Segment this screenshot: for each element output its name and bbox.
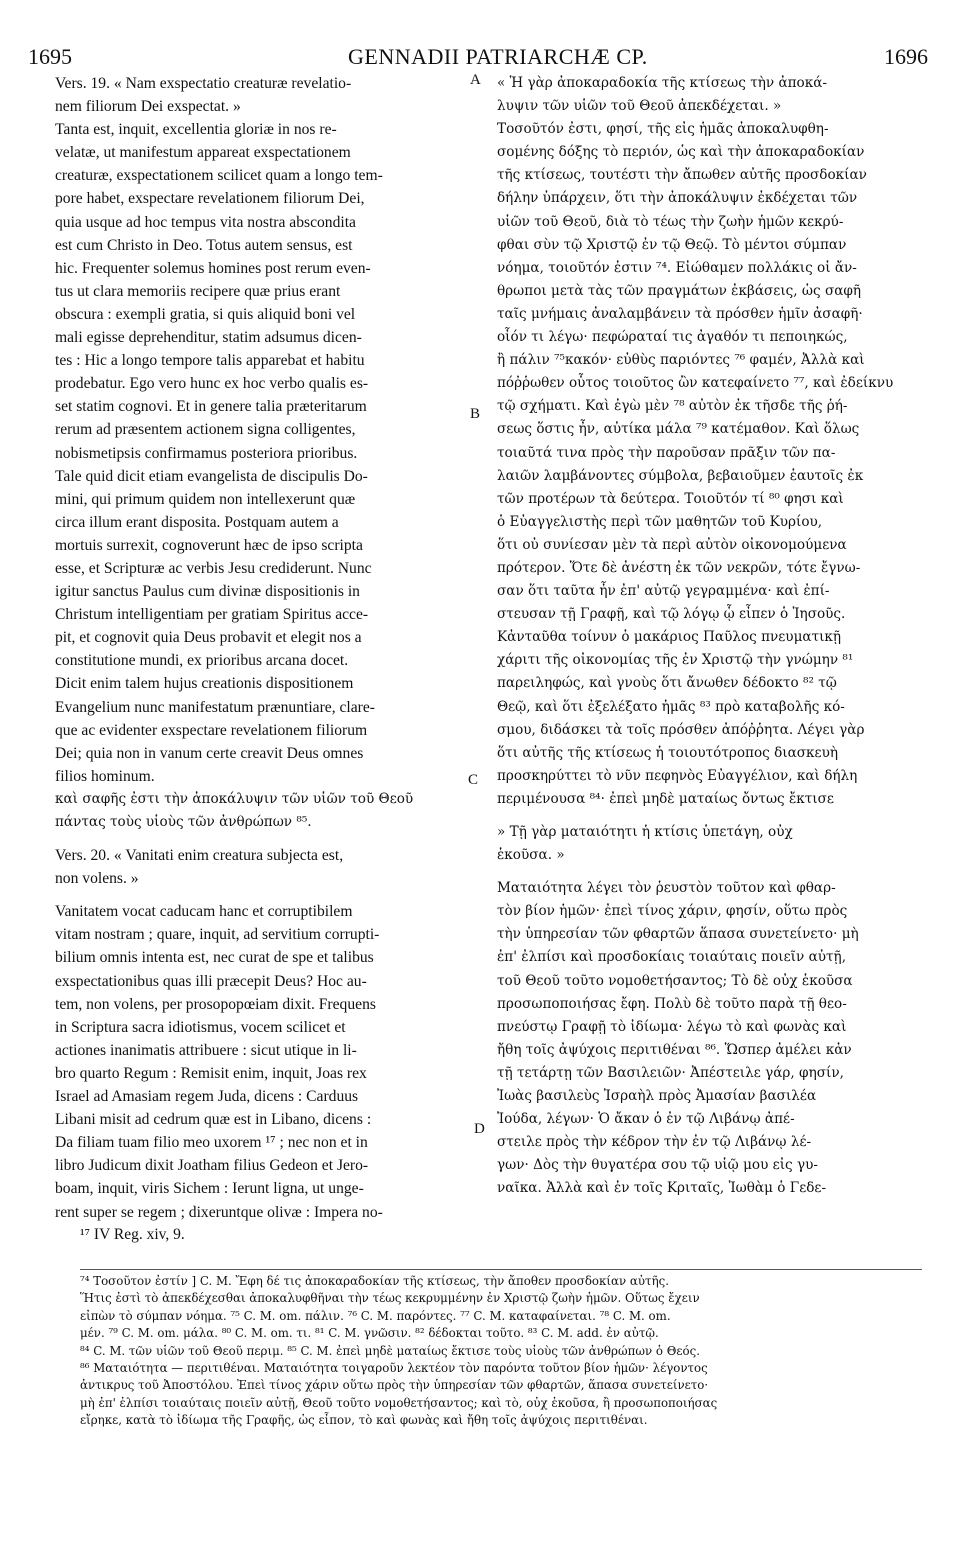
text-line: Vanitatem vocat caducam hanc et corruptibilem — [55, 903, 353, 921]
text-line: velatæ, ut manifestum appareat exspectationem — [55, 144, 351, 162]
text-line: actiones inanimatis attribuere : sicut utique in li- — [55, 1041, 357, 1059]
text-line: λυψιν τῶν υἱῶν τοῦ Θεοῦ ἀπεκδέχεται. » — [497, 98, 782, 115]
text-line: bro quarto Regum : Remisit enim, inquit, Joas rex — [55, 1064, 367, 1082]
text-line: πνεύστῳ Γραφῇ τὸ ἰδίωμα· λέγω τὸ καὶ φωνὰς καὶ — [497, 1018, 847, 1035]
text-line: πόῤῥωθεν οὗτος τοιοῦτος ὢν κατεφαίνετο ⁷⁷, καὶ ἐδείκνυ — [497, 375, 894, 392]
text-line: τῶν προτέρων τὰ δεύτερα. Τοιοῦτόν τί ⁸⁰ φησι καὶ — [497, 490, 844, 507]
text-line: exspectationibus quas illi præcepit Deus? Hoc au- — [55, 972, 367, 990]
text-line: tus ut clara memoriis recipere quæ prius erant — [55, 282, 341, 300]
text-line: igitur sanctus Paulus cum divinæ dispositionis in — [55, 583, 360, 601]
text-line: que ac evidenter exspectare revelationem filiorum — [55, 721, 368, 739]
text-line: in Scriptura sacra idiotismus, vocem scilicet et — [55, 1018, 346, 1036]
text-line: hic. Frequenter solemus homines post rerum even- — [55, 259, 371, 277]
text-line: Vers. 20. « Vanitati enim creatura subjecta est, — [55, 847, 344, 865]
text-line: » Τῇ γὰρ ματαιότητι ἡ κτίσις ὑπετάγη, οὐχ — [497, 824, 793, 840]
text-line: χάριτι τῆς οἰκονομίας τῆς ἐν Χριστῷ τὴν γνώμην ⁸¹ — [497, 652, 854, 669]
text-line: περιμένουσα ⁸⁴· ἐπεὶ μηδὲ ματαίως ὄντως ἔκτισε — [497, 790, 834, 807]
text-line: ὅτι αὐτῆς τῆς κτίσεως ἡ τοιουτότροπος διασκευὴ — [497, 744, 839, 761]
text-line: ἐπ' ἐλπίσι καὶ προσδοκίαις τοιαύταις ποιεῖν αὐτῇ, — [497, 949, 847, 966]
running-title: GENNADII PATRIARCHÆ CP. — [348, 44, 648, 69]
text-line: πρότερον. Ὅτε δὲ ἀνέστη ἐκ τῶν νεκρῶν, τότε ἔγνω- — [497, 559, 861, 576]
text-line: nobismetipsis confirmamus posteriora prioribus. — [55, 444, 358, 462]
margin-marker-d: D — [474, 1121, 485, 1137]
text-line: θρωποι μετὰ τὰς τῶν πραγμάτων ἐκβάσεις, ὡς σαφῆ — [497, 282, 862, 299]
text-line: filios hominum. — [55, 767, 155, 785]
greek-column — [497, 72, 909, 1201]
text-line: τοιαῦτά τινα πρὸς τὴν παροῦσαν πρᾶξιν τῶν πα- — [497, 444, 836, 461]
text-line: σεως ὅστις ἦν, αὐτίκα μάλα ⁷⁹ κατέμαθον. Καὶ ὅλως — [497, 421, 860, 438]
text-line: Ἰούδα, λέγων· Ὁ ἄκαν ὁ ἐν τῷ Λιβάνῳ ἀπέ- — [497, 1111, 795, 1128]
text-line: quia usque ad hoc tempus vita nostra abscondita — [55, 213, 356, 231]
latin-commentary-19 — [55, 118, 465, 788]
footnote-line: ⁷⁴ Τοσοῦτον ἐστίν ] C. M. Ἔφη δέ τις ἀποκαραδοκίαν τῆς κτίσεως, τὴν ἄποθεν προσδοκίαν αὐτῆς. — [80, 1274, 670, 1288]
page-header — [28, 44, 928, 74]
text-line: Christum intelligentiam per gratiam Spiritus acce- — [55, 606, 369, 624]
text-line: Τοσοῦτόν ἐστι, φησί, τῆς εἰς ἡμᾶς ἀποκαλυφθη- — [497, 121, 829, 138]
text-line: Vers. 19. « Nam exspectatio creaturæ revelatio- — [55, 75, 352, 92]
text-line: ταῖς μνήμαις ἀναλαμβάνειν τὰ πρόσθεν ἡμῖν ἀσαφῆ· — [497, 305, 863, 322]
right-page-number: 1696 — [884, 44, 928, 69]
text-line: pore habet, exspectare revelationem filiorum Dei, — [55, 190, 365, 208]
text-line: πάντας τοὺς υἱοὺς τῶν ἀνθρώπων ⁸⁵. — [55, 814, 312, 830]
text-line: est cum Christo in Deo. Totus autem sensus, est — [55, 236, 353, 254]
text-line: προσκηρύττει τὸ νῦν πεφηνὸς Εὐαγγέλιον, καὶ δήλη — [497, 767, 858, 784]
text-line: Κἀνταῦθα τοίνυν ὁ μακάριος Παῦλος πνευματικῇ — [497, 629, 842, 646]
footnotes — [80, 1273, 928, 1430]
text-line: υἱῶν τοῦ Θεοῦ, διὰ τὸ τέως τὴν ζωὴν ἡμῶν κεκρύ- — [497, 213, 844, 230]
text-line: « Ἡ γὰρ ἀποκαραδοκία τῆς κτίσεως τὴν ἀποκά- — [497, 75, 828, 91]
text-line: στευσαν τῇ Γραφῇ, καὶ τῷ λόγῳ ᾧ εἶπεν ὁ Ἰησοῦς. — [497, 606, 846, 623]
text-line: Ἰωὰς βασιλεὺς Ἰσραὴλ πρὸς Ἀμασίαν βασιλέα — [497, 1088, 817, 1105]
text-line: Evangelium nunc manifestatum prænuntiare, clare- — [55, 698, 375, 716]
text-line: boam, inquit, viris Sichem : Ierunt ligna, ut unge- — [55, 1180, 364, 1198]
text-line: mini, qui primum quidem non intellexerunt quæ — [55, 490, 356, 508]
text-line: creaturæ, exspectationem scilicet quam a longo tem- — [55, 167, 383, 185]
text-line: prodebatur. Ego vero hunc ex hoc verbo qualis es- — [55, 375, 369, 393]
text-line: ἑκοῦσα. » — [497, 847, 565, 864]
text-line: ἢ πάλιν ⁷⁵κακόν· εὐθὺς παριόντες ⁷⁶ φαμέν, Ἀλλὰ καὶ — [497, 352, 865, 369]
text-line: Θεῷ, καὶ ὅτι ἐξελέξατο ἡμᾶς ⁸³ πρὸ καταβολῆς κό- — [497, 698, 845, 715]
text-line: pit, et cognovit quia Deus probavit et elegit nos a — [55, 629, 362, 647]
margin-marker-a: A — [470, 72, 481, 88]
text-line: mortuis surrexit, cognoverunt hæc de ipso scripta — [55, 536, 363, 554]
text-line: mali egisse deprehenditur, statim adsumus dicen- — [55, 329, 362, 347]
text-line: Dicit enim talem hujus creationis dispositionem — [55, 675, 354, 693]
text-line: σομένης δόξης τὸ περιόν, ὡς καὶ τὴν ἀποκαραδοκίαν — [497, 144, 865, 161]
text-line: non volens. » — [55, 870, 139, 888]
greek-commentary-19 — [497, 118, 909, 811]
margin-marker-b: B — [470, 406, 481, 422]
latin-verse-heading-20 — [55, 844, 465, 890]
latin-verse-heading-19 — [55, 72, 465, 118]
footnote-rule — [80, 1269, 922, 1270]
text-line: τῇ τετάρτῃ τῶν Βασιλειῶν· Ἀπέστειλε γάρ, φησίν, — [497, 1064, 844, 1081]
text-line: τῷ σχήματι. Καὶ ἐγὼ μὲν ⁷⁸ αὐτὸν ἐκ τῆσδε τῆς ῥή- — [497, 398, 848, 415]
footnote-line: εἴρηκε, κατὰ τὸ ἰδίωμα τῆς Γραφῆς, ὡς εἶπον, τὸ καὶ φωνὰς καὶ ἤθη τοῖς ἀψύχοις περιτιθέναι. — [80, 1413, 648, 1428]
text-line: Tale quid dicit etiam evangelista de discipulis Do- — [55, 467, 368, 485]
footnote-line: Ἥτις ἐστὶ τὸ ἀπεκδέχεσθαι ἀποκαλυφθῆναι τὴν τέως κεκρυμμένην ἐν Χριστῷ ζωὴν ἡμῶν. Οὕτως ἔχειν — [80, 1291, 700, 1306]
text-line: Ματαιότητα λέγει τὸν ῥευστὸν τοῦτον καὶ φθαρ- — [497, 880, 836, 897]
text-line: esse, et Scripturæ ac verbis Jesu crediderunt. Nunc — [55, 559, 372, 577]
text-line: προσωποποιήσας ἔφη. Πολὺ δὲ τοῦτο παρὰ τῇ θεο- — [497, 995, 847, 1012]
text-line: set statim cognovi. Et in genere talia præteritarum — [55, 398, 367, 416]
text-line: παρειληφώς, καὶ γνοὺς ὅτι ἄνωθεν δέδοκτο ⁸² τῷ — [497, 675, 837, 692]
text-line: στειλε πρὸς τὴν κέδρον τὴν ἐν τῷ Λιβάνῳ λέ- — [497, 1134, 812, 1151]
text-line: τὴν ὑπηρεσίαν τῶν φθαρτῶν ἅπασα συνετείνετο· μὴ — [497, 926, 859, 943]
text-line: ναῖκα. Ἀλλὰ καὶ ἐν τοῖς Κριταῖς, Ἰωθὰμ ὁ Γεδε- — [497, 1180, 827, 1197]
text-line: tes : Hic a longo tempore talis apparebat et habitu — [55, 352, 365, 370]
text-line: constitutione mundi, ex prioribus arcana docet. — [55, 652, 349, 670]
text-line: rent super se regem ; dixeruntque olivæ : Impera no- — [55, 1203, 383, 1221]
greek-commentary-20 — [497, 877, 909, 1200]
footnote-line: εἰπὼν τὸ σύμπαν νόημα. ⁷⁵ C. M. om. πάλιν. ⁷⁶ C. M. παρόντες. ⁷⁷ C. M. καταφαίνεται. ⁷⁸ C. M. om. — [80, 1308, 671, 1323]
text-line: circa illum erant disposita. Postquam autem a — [55, 513, 339, 531]
footnote-line: ἀντικρυς τοῦ Ἀποστόλου. Ἐπεὶ τίνος χάριν οὕτω πρὸς τὴν ὑπηρεσίαν τῶν φθαρτῶν, ἅπασα συνετείνετο· — [80, 1378, 709, 1393]
left-page-number: 1695 — [28, 44, 72, 69]
text-line: ὁ Εὐαγγελιστὴς περὶ τῶν μαθητῶν τοῦ Κυρίου, — [497, 513, 823, 530]
text-line: bilium omnis intenta est, nec curat de spe et talibus — [55, 949, 374, 967]
footnote-line: μὴ ἐπ' ἐλπίσι τοιαύταις ποιεῖν αὐτῇ, Θεοῦ τοῦτο νομοθετήσαντος; καὶ τὸ, οὐχ ἑκοῦσα, ἢ προσωποποιήσας — [80, 1395, 718, 1410]
text-line: νόημα, τοιοῦτόν ἐστιν ⁷⁴. Εἰώθαμεν πολλάκις οἱ ἄν- — [497, 259, 857, 276]
text-line: Da filiam tuam filio meo uxorem ¹⁷ ; nec non et in — [55, 1134, 368, 1152]
text-line: nem filiorum Dei exspectat. » — [55, 98, 241, 116]
text-line: τὸν βίον ἡμῶν· ἐπεὶ τίνος χάριν, φησίν, οὕτω πρὸς — [497, 903, 848, 920]
text-line: τοῦ Θεοῦ τοῦτο νομοθετήσαντος; Τὸ δὲ οὐχ ἑκοῦσα — [497, 972, 853, 989]
greek-verse-heading-19 — [497, 72, 909, 118]
text-line: Dei; quia non in vanum certe creavit Deus omnes — [55, 744, 364, 762]
text-line: καὶ σαφῆς ἐστι τὴν ἀποκάλυψιν τῶν υἱῶν τοῦ Θεοῦ — [55, 790, 414, 807]
greek-verse-heading-20 — [497, 821, 909, 867]
text-line: Libani misit ad cedrum quæ est in Libano, dicens : — [55, 1111, 372, 1129]
text-line: ἤθη τοῖς ἀψύχοις περιτιθέναι ⁸⁶. Ὥσπερ ἀμέλει κἀν — [497, 1041, 852, 1058]
text-line: Tanta est, inquit, excellentia gloriæ in nos re- — [55, 121, 337, 139]
text-line: τῆς κτίσεως, τουτέστι τὴν ἄπωθεν αὐτῆς προσδοκίαν — [497, 167, 867, 184]
text-line: vitam nostram ; quare, inquit, ad servitium corrupti- — [55, 926, 380, 944]
text-line: λαιῶν λαμβάνοντες σύμβολα, βεβαιοῦμεν ἑαυτοῖς ἐκ — [497, 467, 864, 484]
latin-column — [55, 72, 465, 1224]
text-line: ὅτι οὐ συνίεσαν μὲν τὰ περὶ αὐτὸν οἰκονομούμενα — [497, 536, 847, 553]
text-line: φθαι σὺν τῷ Χριστῷ ἐν τῷ Θεῷ. Τὸ μέντοι σύμπαν — [497, 236, 847, 253]
text-line: obscura : exempli gratia, si quis aliquid boni vel — [55, 305, 356, 323]
text-line: οἷόν τι λέγω· πεφώραταί τις ἀγαθόν τι πεποιηκώς, — [497, 329, 848, 346]
latin-commentary-20 — [55, 900, 465, 1223]
text-line: δήλην ὑπάρχειν, ὅτι τὴν ἀποκάλυψιν ἐκδέχεται τῶν — [497, 190, 858, 207]
text-line: rerum ad præsentem actionem signa colligentes, — [55, 421, 356, 439]
text-line: σμου, διδάσκει τὰ τοῖς πρόσθεν ἀπόῤῥητα. Λέγει γὰρ — [497, 721, 865, 738]
margin-marker-c: C — [468, 772, 479, 788]
footnote-line: ⁸⁶ Ματαιότητα — περιτιθέναι. Ματαιότητα τοιγαροῦν λεκτέον τὸν παρόντα τοῦτον βίον ἡμῶν· λέγοντος — [80, 1360, 708, 1375]
greek-continuation — [55, 788, 465, 834]
text-line: tem, non volens, per prosopopœiam dixit. Frequens — [55, 995, 376, 1013]
scripture-reference: ¹⁷ IV Reg. xiv, 9. — [80, 1226, 185, 1243]
text-line: libro Judicum dixit Joatham filius Gedeon et Jero- — [55, 1157, 369, 1175]
text-line: Israel ad Amasiam regem Juda, dicens : Carduus — [55, 1088, 359, 1106]
text-line: σαν ὅτι ταῦτα ἦν ἐπ' αὐτῷ γεγραμμένα· καὶ ἐπί- — [497, 583, 830, 600]
text-line: γων· Δὸς τὴν θυγατέρα σου τῷ υἱῷ μου εἰς γυ- — [497, 1157, 818, 1174]
footnote-line: ⁸⁴ C. M. τῶν υἱῶν τοῦ Θεοῦ περιμ. ⁸⁵ C. M. ἐπεὶ μηδὲ ματαίως ἔκτισε τοὺς υἱοὺς τῶν ἀνθρώπων ὁ Θεός. — [80, 1343, 700, 1358]
footnote-line: μέν. ⁷⁹ C. M. om. μάλα. ⁸⁰ C. M. om. τι. ⁸¹ C. M. γνῶσιν. ⁸² δέδοκται τοῦτο. ⁸³ C. M. add. ἐν αὐτῷ. — [80, 1326, 659, 1341]
